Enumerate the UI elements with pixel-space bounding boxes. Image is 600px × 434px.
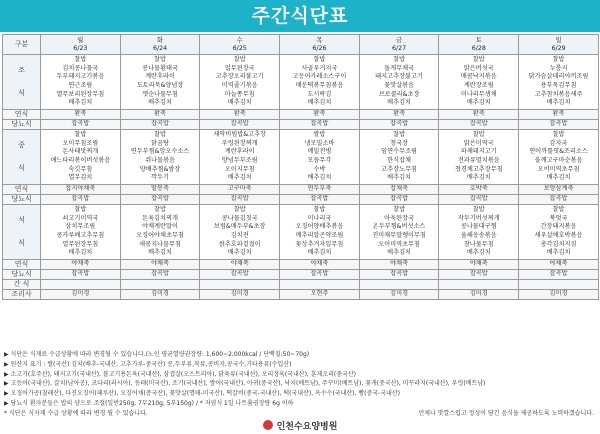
day-header xyxy=(439,35,519,55)
soft-meal-pm-label: 연식 xyxy=(3,260,41,270)
breakfast-label-top: 조 xyxy=(18,66,25,75)
lunch-label xyxy=(3,130,41,185)
lunch-day-cell xyxy=(120,130,200,185)
notes-section xyxy=(4,350,598,419)
menu-item: 찰밥 xyxy=(154,206,167,214)
soft-meal-mid-cell: 호박죽 xyxy=(439,185,519,195)
hospital-logo-icon xyxy=(263,420,273,430)
menu-item: 꽃맛살볶음 xyxy=(384,82,415,89)
dinner-day-cell xyxy=(41,205,121,260)
menu-item: 깍두기 xyxy=(151,174,169,182)
day-header xyxy=(41,35,121,55)
cook-cell: 김미경 xyxy=(200,290,280,300)
diabetic-pm-cell: 잡곡밥 xyxy=(359,270,439,280)
menu-item: 용부묵김무침 xyxy=(540,82,577,89)
menu-item: 콩나물대구찜 xyxy=(460,223,497,231)
diabetic-am-row xyxy=(3,120,599,130)
soft-meal-am-cell: 환죽 xyxy=(439,110,519,120)
menu-item: 김치전 xyxy=(230,232,249,239)
menu-item: 오징어양배추볶음 xyxy=(295,223,344,231)
day-name: 수 xyxy=(236,36,243,44)
snack-time-cell xyxy=(519,280,599,290)
breakfast-day-cell xyxy=(200,55,280,110)
menu-item: 돼지고추장불고기 xyxy=(375,73,423,81)
diabetic-mid-cell: 잡곡밥 xyxy=(519,195,599,205)
menu-item: 찰밥 xyxy=(393,206,406,214)
menu-item: 찰밥 xyxy=(313,56,326,64)
soft-meal-am-cell: 환죽 xyxy=(200,110,280,120)
lunch-day-cell xyxy=(519,130,599,185)
menu-item: 배추김치 xyxy=(546,249,571,257)
day-name: 월 xyxy=(77,36,84,44)
breakfast-row xyxy=(3,55,599,110)
lunch-day-cell xyxy=(280,130,360,185)
day-header xyxy=(120,35,200,55)
diabetic-pm-label: 당뇨식 xyxy=(3,270,41,280)
menu-item: 메밀전병 xyxy=(307,148,332,156)
breakfast-day-cell xyxy=(359,55,439,110)
header-label: 구분 xyxy=(3,35,41,55)
day-date: 6/27 xyxy=(392,44,407,52)
menu-item: 오이미역초무침 xyxy=(537,165,580,173)
menu-item: 오이미역초무침 xyxy=(378,240,421,248)
menu-item: 냉모밀소바 xyxy=(304,139,335,147)
breakfast-day-cell xyxy=(120,55,200,110)
menu-item: 배추김치 xyxy=(546,99,571,107)
menu-item: 삼치무조림 xyxy=(65,223,96,231)
day-date: 6/24 xyxy=(152,44,168,52)
menu-item: 고추참치볶음새주 xyxy=(534,90,583,98)
menu-item: 배추김치 xyxy=(148,99,172,107)
menu-item: 계란후라이 xyxy=(145,73,175,81)
menu-item: 연근조림 xyxy=(68,82,93,89)
diabetic-pm-row xyxy=(3,270,599,280)
menu-item: 찰밥 xyxy=(154,131,167,139)
dinner-day-cell xyxy=(280,205,360,260)
diabetic-mid-cell: 잡곡밥 xyxy=(280,195,360,205)
menu-item: 매콤낙지볶음 xyxy=(460,73,497,81)
note-line: ▶ 식단은 식재료 수급상황에 따라 변경될 수 있습니다.(노인 평균열량권장량: 1,600~2,000kcal / 단백질:50~70g) xyxy=(4,351,310,358)
breakfast-label-bottom: 식 xyxy=(18,89,25,97)
soft-meal-mid-cell: 잡지야채죽 xyxy=(41,185,121,195)
diabetic-mid-cell: 잡곡밥 xyxy=(439,195,519,205)
header-row xyxy=(3,35,599,55)
snack-time-row xyxy=(3,280,599,290)
menu-item: 열무김치 xyxy=(68,174,93,182)
menu-item: 청국장 xyxy=(390,139,409,147)
menu-item: 고추장노무침 xyxy=(381,165,418,173)
soft-meal-mid-cell: 보양삼계죽 xyxy=(519,185,599,195)
cook-cell: 오현주 xyxy=(280,290,360,300)
note-line: ▶ 오징어가공(칠레산), 다진오징어(페루산), 오징어채(중국산), 꽃맛살(명태-미국산), 떡갈비(중국-국내산), 떡(국내산), 옥수수(국내산), 빵(중국-국내산) xyxy=(4,390,400,398)
menu-item: 배추김치 xyxy=(68,99,93,107)
day-name: 금 xyxy=(396,36,403,44)
diabetic-pm-cell: 잡곡밥 xyxy=(519,270,599,280)
menu-item: 숙깃무침 xyxy=(68,165,93,173)
note-line: ▶ 고등어(국내산), 갈치(남아공), 코다리(러시아), 동태(미국산), 조기(국내산), 쌍어(국내산), 아귀(중국산), 낙지(베트남), 주꾸미(베트남), 꽃게(중국산), 미꾸라지(국내산), 우렁(베트남) xyxy=(4,380,486,388)
menu-item: 브로콜리&초장 xyxy=(378,90,420,98)
hospital-name: 인천수요양병원 xyxy=(276,422,338,432)
menu-item: 얼무된장국 xyxy=(224,64,255,72)
menu-item: 찰밥 xyxy=(233,206,246,214)
cook-cell: 김미경 xyxy=(120,290,200,300)
menu-item: 진미채무말랭이무침 xyxy=(372,232,426,239)
menu-item: 임연수무조림 xyxy=(381,148,418,156)
soft-meal-am-cell: 환죽 xyxy=(120,110,200,120)
page-title: 주간식단표 xyxy=(0,0,600,32)
snack-time-cell xyxy=(439,280,519,290)
soft-meal-am-cell: 환죽 xyxy=(41,110,121,120)
dinner-label-top: 석 xyxy=(18,216,25,225)
diabetic-pm-cell: 잡곡밥 xyxy=(120,270,200,280)
menu-item: 찰밥 xyxy=(233,56,246,64)
menu-item: 배추김치 xyxy=(227,99,252,107)
snack-time-cell xyxy=(41,280,121,290)
menu-item: 돈사태맛찌개 xyxy=(62,148,99,156)
lunch-label-top: 중 xyxy=(18,141,25,150)
menu-item: 수박 xyxy=(313,165,326,173)
closing-notes xyxy=(4,409,598,419)
diabetic-mid-cell: 잡곡밥 xyxy=(359,195,439,205)
menu-item: 배추김치 xyxy=(148,249,172,257)
menu-item: 배추김치 xyxy=(387,249,412,257)
day-header xyxy=(519,35,599,55)
menu-item: 배추김치 xyxy=(466,99,491,107)
cook-row xyxy=(3,290,599,300)
menu-item: 김치콩나물국 xyxy=(62,64,99,72)
menu-item: 감자국 xyxy=(549,139,568,147)
menu-item: 모듬무각 xyxy=(307,157,332,164)
menu-item: 찰밥 xyxy=(74,206,87,214)
snack-time-cell xyxy=(200,280,280,290)
menu-item: 찰밥 xyxy=(552,131,565,139)
menu-item: 찰밥 xyxy=(74,131,87,139)
soft-meal-pm-cell: 야채죽 xyxy=(200,260,280,270)
menu-item: 배추김치 xyxy=(307,174,332,182)
menu-item: 연어까툴엿&조리소스 xyxy=(529,148,588,156)
day-header xyxy=(359,35,439,55)
dinner-day-cell xyxy=(120,205,200,260)
menu-item: 작두기버섯찌개 xyxy=(457,214,500,222)
menu-item: 꽃상추겨자잎무침 xyxy=(295,240,344,248)
menu-item: 열무보리된장무침 xyxy=(56,90,105,98)
menu-item: 한식잡채 xyxy=(387,157,412,164)
menu-item: 올해옹송볶음 xyxy=(460,232,497,239)
menu-item: 찰밥 xyxy=(552,206,565,214)
menu-item: 오이무침조림 xyxy=(62,139,99,147)
menu-item: 쌀밥 xyxy=(313,131,326,139)
menu-item: 오징어야채초무침 xyxy=(136,232,184,239)
breakfast-day-cell xyxy=(41,55,121,110)
menu-item: 배추김치 xyxy=(546,174,571,182)
diabetic-pm-cell: 잡곡밥 xyxy=(439,270,519,280)
menu-item: 찰밥 xyxy=(552,56,565,64)
menu-item: 배추김치 xyxy=(68,249,93,257)
snack-time-cell xyxy=(120,280,200,290)
soft-meal-pm-cell: 야채죽 xyxy=(120,260,200,270)
soft-meal-am-cell: 환죽 xyxy=(280,110,360,120)
menu-item: 배추김치 xyxy=(307,249,332,257)
dinner-day-cell xyxy=(359,205,439,260)
menu-item: 양배추찜&쌈장 xyxy=(139,165,181,173)
menu-item: 올깨고구마순볶음 xyxy=(534,157,583,164)
breakfast-day-cell xyxy=(439,55,519,110)
lunch-label-bottom: 식 xyxy=(18,164,25,172)
menu-item: 보럼&매두부&초장 xyxy=(213,223,266,231)
weekly-menu-table xyxy=(2,34,599,300)
menu-item: 파채돼지고기 xyxy=(460,148,497,156)
cook-cell: 김미경 xyxy=(41,290,121,300)
menu-item: 배추김치 xyxy=(227,249,252,257)
day-header xyxy=(280,35,360,55)
menu-item: 찰밥 xyxy=(393,131,406,139)
diabetic-am-cell: 잡곡밥 xyxy=(359,120,439,130)
day-name: 일 xyxy=(555,36,562,44)
menu-item: 사골우거지국 xyxy=(301,64,338,72)
menu-item: 콩나물황태국 xyxy=(142,64,178,72)
cook-label: 조리사 xyxy=(3,290,41,300)
snack-time-cell xyxy=(359,280,439,290)
day-date: 6/29 xyxy=(551,44,566,52)
lunch-day-cell xyxy=(41,130,121,185)
menu-item: 두부돼지고기볶음 xyxy=(56,73,105,81)
cook-cell: 김미경 xyxy=(359,290,439,300)
dinner-row xyxy=(3,205,599,260)
soft-meal-am-label: 연식 xyxy=(3,110,41,120)
lunch-day-cell xyxy=(439,130,519,185)
soft-meal-pm-row xyxy=(3,260,599,270)
dinner-day-cell xyxy=(200,205,280,260)
menu-item: 고추장오리불고기 xyxy=(215,73,264,81)
closing-note-left: * 식단은 식자재 수급 상황에 따라 변경 될 수 있습니다. xyxy=(4,409,148,417)
diabetic-am-cell: 잡곡밥 xyxy=(120,120,200,130)
menu-item: 연두부찜&앙오수소스 xyxy=(130,148,190,156)
note-line: ▶ 원산지 표기 : 쌀(국산) 김치(배추-국내산, 고추가루-중국산) 콩,두부류,묵류,콩비지,콩국수,기타용류(수입산) xyxy=(4,360,292,368)
menu-item: 누룽지 xyxy=(549,64,568,72)
diabetic-am-cell: 잡곡밥 xyxy=(200,120,280,130)
menu-item: 마늘쫑무침 xyxy=(224,90,255,98)
diabetic-pm-cell: 잡곡밥 xyxy=(41,270,121,280)
menu-item: 쌈추호파겉절이 xyxy=(218,240,261,248)
soft-meal-mid-label: 연식 xyxy=(3,185,41,195)
menu-item: 견과류멸치볶음 xyxy=(457,157,500,164)
menu-item: 배추김치 xyxy=(387,99,412,107)
soft-meal-pm-cell: 야채죽 xyxy=(359,260,439,270)
dinner-label-bottom: 식 xyxy=(18,239,25,247)
menu-item: 오이지무침 xyxy=(224,165,255,173)
menu-item: 새악비빔밥&고추장 xyxy=(213,131,267,139)
breakfast-day-cell xyxy=(280,55,360,110)
soft-meal-am-cell: 환죽 xyxy=(519,110,599,120)
soft-meal-mid-cell: 딸봉죽 xyxy=(120,185,200,195)
soft-meal-mid-cell: 잡채죽 xyxy=(359,185,439,195)
menu-item: 배추김치 xyxy=(466,249,491,257)
diabetic-am-cell: 잡곡밥 xyxy=(439,120,519,130)
menu-item: 찰밥 xyxy=(313,206,326,214)
menu-item: 미역줄기볶음 xyxy=(221,82,258,89)
day-name: 토 xyxy=(475,36,482,44)
menu-item: 애느타리볶이버섯볶음 xyxy=(50,157,111,164)
soft-meal-mid-cell: 고구마죽 xyxy=(200,185,280,195)
menu-item: 계란장조림 xyxy=(463,82,494,89)
diabetic-am-label: 당뇨식 xyxy=(3,120,41,130)
dinner-day-cell xyxy=(439,205,519,260)
day-date: 6/26 xyxy=(312,44,327,52)
day-date: 6/23 xyxy=(73,44,88,52)
menu-item: 닭가슴살데리야끼조림 xyxy=(528,73,589,81)
menu-item: 배추김치 xyxy=(387,174,412,182)
soft-meal-pm-cell: 야채죽 xyxy=(439,260,519,270)
menu-item: 찰밥 xyxy=(393,56,406,64)
menu-item: 간장돼지볶음 xyxy=(540,223,577,231)
closing-note-right: 언제나 맛깔스럽고 정성이 담긴 음식을 제공하도록 노력하겠습니다. xyxy=(418,409,594,417)
soft-meal-pm-cell: 야채죽 xyxy=(519,260,599,270)
snack-time-cell xyxy=(280,280,360,290)
cook-cell: 김미경 xyxy=(439,290,519,300)
diabetic-pm-cell: 잡곡밥 xyxy=(280,270,360,280)
menu-item: 새우살애호박볶음 xyxy=(534,232,583,239)
diabetic-mid-cell: 잡곡밥 xyxy=(200,195,280,205)
menu-item: 돌게무채국 xyxy=(384,64,415,72)
breakfast-day-cell xyxy=(519,55,599,110)
menu-item: 고등어카레소스구이 xyxy=(292,73,347,81)
footer xyxy=(0,420,600,434)
day-name: 화 xyxy=(156,36,164,44)
menu-item: 참나물무침 xyxy=(463,240,494,248)
menu-item: 총각김치지짐 xyxy=(540,240,577,248)
menu-item: 미나리무생채 xyxy=(460,90,497,98)
dinner-day-cell xyxy=(519,205,599,260)
note-line: ▶ 소고기(호주산), 돼지고기(국내산), 볼고기용돈육(국내산), 삼겹살(오스트리아), 닭육류(국내산), 오리정육(국내산), 훈제오리(중국산) xyxy=(4,370,356,378)
menu-item: 찰밥 xyxy=(154,56,167,64)
menu-item: 미나리국 xyxy=(307,214,332,222)
menu-item: 찰밥 xyxy=(74,56,87,64)
snack-time-label: 간 식 xyxy=(3,280,41,290)
menu-item: 매운떡볶무침볶음 xyxy=(295,82,344,89)
menu-item: 쥐나물볶음 xyxy=(145,157,175,164)
diabetic-pm-cell: 잡곡밥 xyxy=(200,270,280,280)
soft-meal-am-cell: 환죽 xyxy=(359,110,439,120)
menu-item: 청경채고추장무침 xyxy=(454,165,503,173)
day-date: 6/25 xyxy=(232,44,247,52)
day-date: 6/28 xyxy=(471,44,486,52)
menu-item: 온두부찜&버섯소스 xyxy=(372,223,426,231)
menu-item: 찰밥 xyxy=(472,131,485,139)
menu-item: 맑은미역국 xyxy=(463,139,494,147)
lunch-day-cell xyxy=(200,130,280,185)
diabetic-mid-label: 당뇨식 xyxy=(3,195,41,205)
menu-item: 북엇국 xyxy=(549,214,568,222)
menu-item: 도토리묵&양념장 xyxy=(136,82,184,89)
diabetic-mid-cell: 잡곡밥 xyxy=(41,195,121,205)
diabetic-mid-row xyxy=(3,195,599,205)
day-header xyxy=(200,35,280,55)
note-line: ▶ 당뇨식 환자분들은 밥의 양으로 조절(일반250g, 7부210g, 5부150g) / * 저염식 1일 나트륨권장량 6g 이하 xyxy=(4,399,294,407)
menu-item: 양념두부조림 xyxy=(221,157,258,164)
menu-item: 계란후라이 xyxy=(224,148,255,156)
soft-meal-am-row xyxy=(3,110,599,120)
diabetic-am-cell: 잡곡밥 xyxy=(519,120,599,130)
day-name: 목 xyxy=(316,36,323,44)
menu-item: 콩나물김칫국 xyxy=(221,214,258,222)
soft-meal-pm-cell: 야채죽 xyxy=(41,260,121,270)
soft-meal-pm-cell: 야채죽 xyxy=(280,260,360,270)
diabetic-mid-cell: 잡곡밥 xyxy=(120,195,200,205)
soft-meal-mid-cell: 연두부죽 xyxy=(280,185,360,195)
cook-cell: 김미경 xyxy=(519,290,599,300)
menu-item: 찰밥 xyxy=(472,206,485,214)
diabetic-am-cell: 잡곡밥 xyxy=(41,120,121,130)
menu-item: 닭곰탕 xyxy=(151,139,169,147)
menu-item: 아욱된장국 xyxy=(384,214,415,222)
menu-item: 야채계란말이 xyxy=(142,223,178,231)
menu-item: 쇠고기미역국 xyxy=(62,214,99,222)
menu-item: 새콤지나물무침 xyxy=(139,240,181,248)
menu-item: 콩가루배고추무침 xyxy=(56,232,105,239)
breakfast-label xyxy=(3,55,41,110)
menu-item: 메추리알곤약조림 xyxy=(295,232,344,239)
menu-item: 배추김치 xyxy=(307,99,332,107)
menu-item: 배추김치 xyxy=(466,174,491,182)
menu-item: 우렁된장찌개 xyxy=(221,139,258,147)
menu-item: 돈육김치찌개 xyxy=(142,214,178,222)
soft-meal-mid-row xyxy=(3,185,599,195)
dinner-label xyxy=(3,205,41,260)
diabetic-am-cell: 잡곡밥 xyxy=(280,120,360,130)
menu-item: 맑은버섯국 xyxy=(463,64,494,72)
lunch-row xyxy=(3,130,599,185)
menu-item: 찰밥 xyxy=(472,56,485,64)
menu-item: 깻순나물무침 xyxy=(142,90,178,98)
lunch-day-cell xyxy=(359,130,439,185)
menu-item: 배추김치 xyxy=(227,174,252,182)
menu-item: 도시락김 xyxy=(307,90,332,98)
menu-item: 열무된장무침 xyxy=(62,240,99,248)
